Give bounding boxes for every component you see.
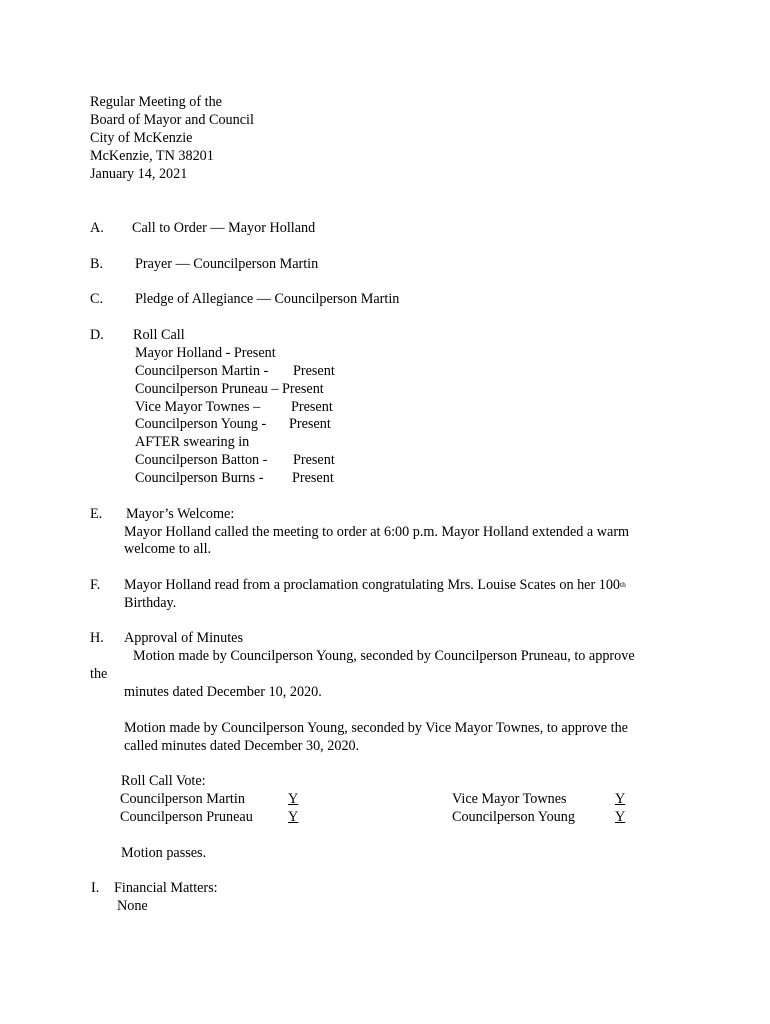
roll-call-member-name: Councilperson Batton -: [135, 452, 268, 468]
ordinal-suffix: th: [620, 580, 626, 589]
roll-call-member-name: Councilperson Burns -: [135, 470, 264, 486]
vote-value: Y: [615, 791, 626, 807]
item-title: Approval of Minutes: [124, 630, 244, 646]
item-body-line: Mayor Holland called the meeting to order at 6:00 p.m. Mayor Holland extended a warm: [124, 524, 630, 540]
item-text: Pledge of Allegiance — Councilperson Martin: [135, 291, 400, 307]
item-letter: I.: [91, 880, 100, 896]
motion-text: minutes dated December 10, 2020.: [124, 684, 322, 700]
motion-text: called minutes dated December 30, 2020.: [124, 738, 360, 754]
item-letter: A.: [90, 220, 104, 236]
roll-call-member-name: Councilperson Young -: [135, 416, 267, 432]
vote-name: Vice Mayor Townes: [452, 791, 567, 807]
item-body-line: [124, 576, 626, 596]
roll-call-member-status: Present: [293, 452, 335, 468]
motion-text: Motion made by Councilperson Young, seconded by Vice Mayor Townes, to approve the: [124, 720, 628, 736]
motion-result: Motion passes.: [121, 845, 207, 861]
vote-name: Councilperson Young: [452, 809, 575, 825]
roll-call-member-status: Present: [292, 470, 334, 486]
item-letter: D.: [90, 327, 104, 343]
roll-call-member-name: Councilperson Martin -: [135, 363, 269, 379]
vote-name: Councilperson Martin: [120, 791, 245, 807]
motion-text: Motion made by Councilperson Young, seconded by Councilperson Pruneau, to approve: [133, 648, 635, 664]
roll-call-after-note: AFTER swearing in: [135, 434, 250, 450]
header-line: Regular Meeting of the: [90, 94, 222, 110]
item-letter: H.: [90, 630, 104, 646]
roll-call-member-status: Present: [289, 416, 331, 432]
item-body-line: Birthday.: [124, 595, 177, 611]
header-line: City of McKenzie: [90, 130, 193, 146]
motion-text-wrap: the: [90, 666, 108, 682]
header-line: Board of Mayor and Council: [90, 112, 254, 128]
vote-value: Y: [288, 809, 299, 825]
roll-call-mayor: Mayor Holland - Present: [135, 345, 276, 361]
vote-value: Y: [615, 809, 626, 825]
item-title: Financial Matters:: [114, 880, 218, 896]
vote-name: Councilperson Pruneau: [120, 809, 253, 825]
item-letter: E.: [90, 506, 103, 522]
item-letter: B.: [90, 256, 104, 272]
item-body-line: None: [117, 898, 148, 914]
meeting-date: January 14, 2021: [90, 166, 188, 182]
item-text: Call to Order — Mayor Holland: [132, 220, 316, 236]
roll-call-title: Roll Call: [133, 327, 185, 343]
roll-call-vote-title: Roll Call Vote:: [121, 773, 206, 789]
item-body-line: welcome to all.: [124, 541, 212, 557]
item-letter: C.: [90, 291, 104, 307]
roll-call-member-status: Present: [293, 363, 335, 379]
roll-call-member-name: Vice Mayor Townes –: [135, 399, 261, 415]
item-title: Mayor’s Welcome:: [126, 506, 235, 522]
roll-call-member-status: Present: [291, 399, 333, 415]
header-line: McKenzie, TN 38201: [90, 148, 214, 164]
roll-call-member-name: Councilperson Pruneau – Present: [135, 381, 324, 397]
proclamation-text: Mayor Holland read from a proclamation congratulating Mrs. Louise Scates on her 100: [124, 577, 621, 593]
vote-value: Y: [288, 791, 299, 807]
item-text: Prayer — Councilperson Martin: [135, 256, 319, 272]
item-letter: F.: [90, 577, 101, 593]
